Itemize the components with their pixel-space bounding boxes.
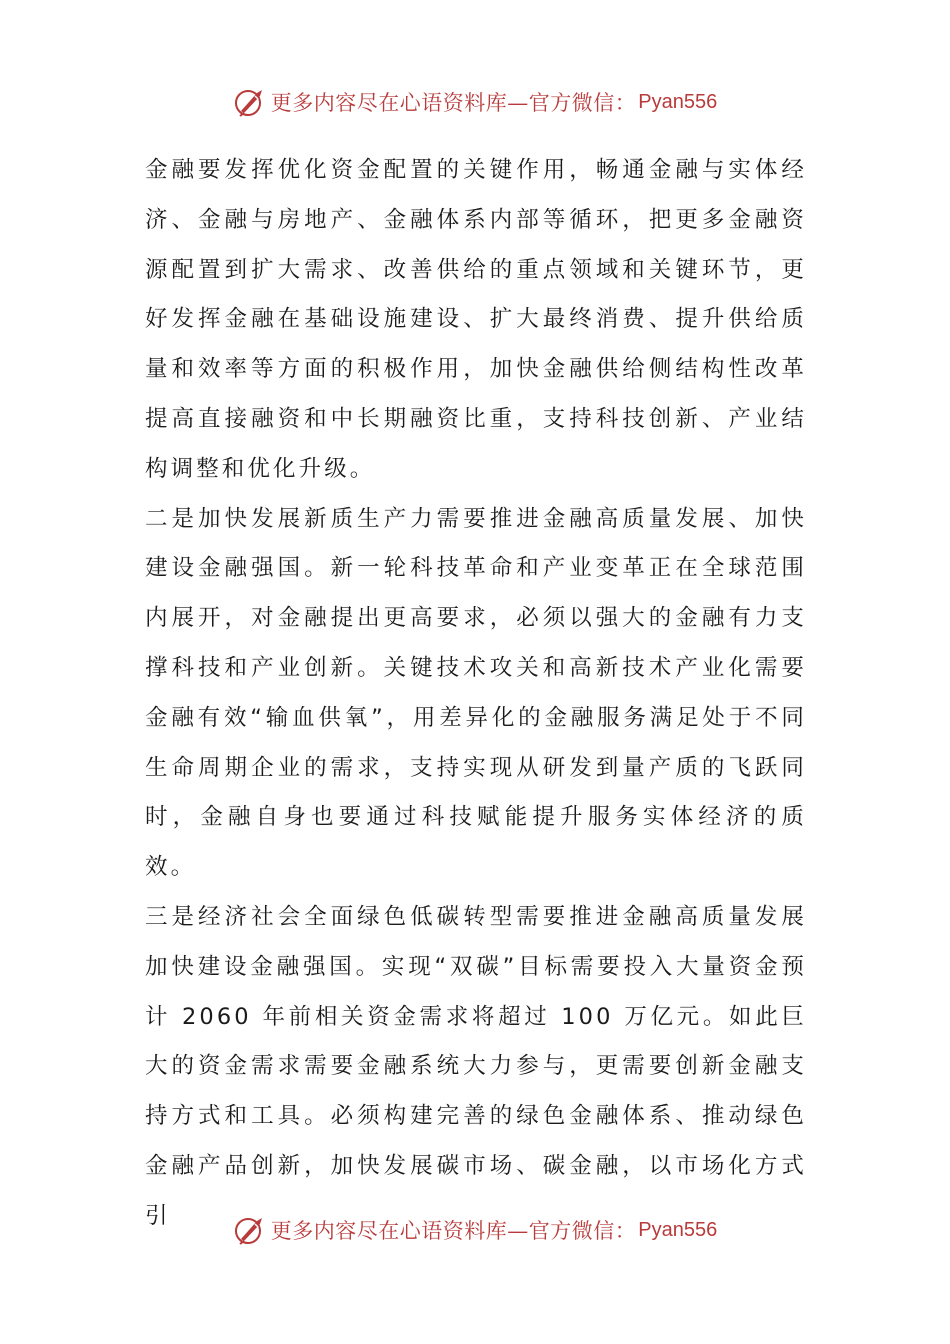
banner-wechat-id: Pyan556	[638, 90, 718, 113]
banner-text: 更多内容尽在心语资料库—官方微信：	[270, 91, 637, 115]
paragraph-3: 三是经济社会全面绿色低碳转型需要推进金融高质量发展加快建设金融强国。实现“双碳”目标需要投入大量资金预计 2060 年前相关资金需求将超过 100 万亿元。如此巨大的资金需求需要金融系统大力参与，更需要创新金融支持方式和工具。必须构建完善的绿色金融体系、推动绿色金融产品创新，加快发展碳市场、碳金融，以市场化方式引	[145, 903, 807, 1229]
document-body	[145, 146, 807, 1242]
banner-wechat-id: Pyan556	[638, 1218, 718, 1241]
pen-nib-circle-icon	[233, 85, 267, 119]
paragraph-1: 金融要发挥优化资金配置的关键作用，畅通金融与实体经济、金融与房地产、金融体系内部等循环，把更多金融资源配置到扩大需求、改善供给的重点领域和关键环节，更好发挥金融在基础设施建设、扩大最终消费、提升供给质量和效率等方面的积极作用，加快金融供给侧结构性改革提高直接融资和中长期融资比重，支持科技创新、产业结构调整和优化升级。	[145, 157, 807, 482]
banner-text: 更多内容尽在心语资料库—官方微信：	[270, 1219, 637, 1243]
footer-banner	[0, 1208, 950, 1252]
paragraph-2: 二是加快发展新质生产力需要推进金融高质量发展、加快建设金融强国。新一轮科技革命和产业变革正在全球范围内展开，对金融提出更高要求，必须以强大的金融有力支撑科技和产业创新。关键技术攻关和高新技术产业化需要金融有效“输血供氧”，用差异化的金融服务满足处于不同生命周期企业的需求，支持实现从研发到量产质的飞跃同时，金融自身也要通过科技赋能提升服务实体经济的质效。	[145, 505, 807, 881]
pen-nib-circle-icon	[233, 1213, 267, 1247]
header-banner	[0, 80, 950, 124]
